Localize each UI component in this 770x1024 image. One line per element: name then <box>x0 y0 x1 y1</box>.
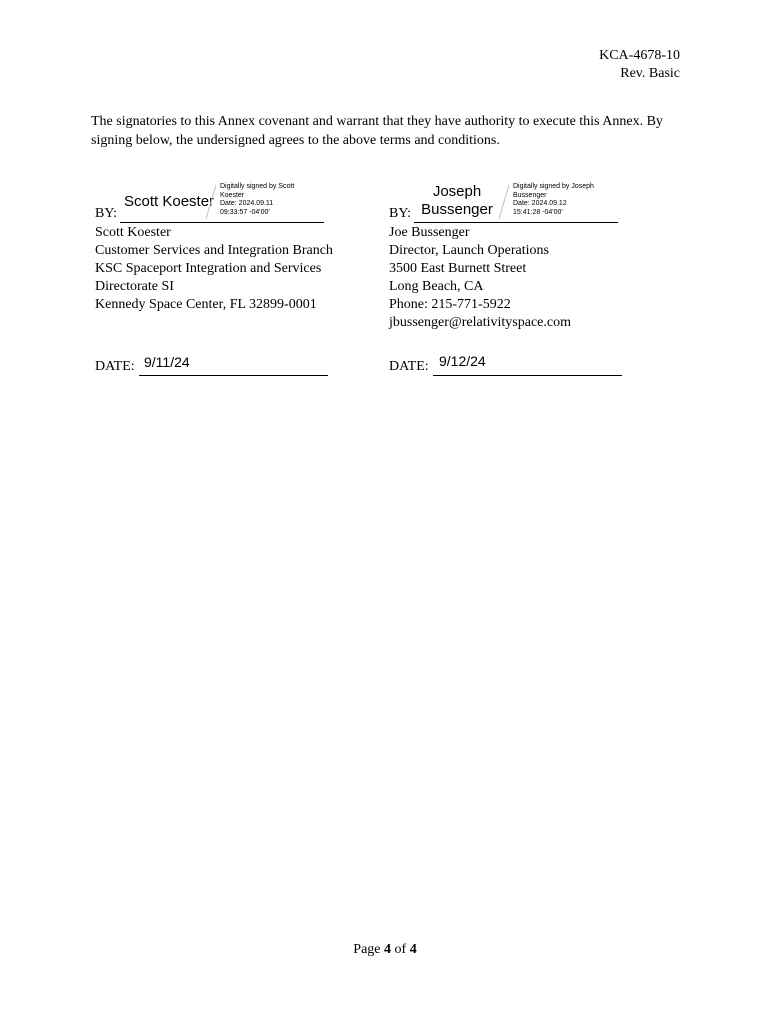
signature-line-left <box>120 222 324 223</box>
date-value-left: 9/11/24 <box>144 354 190 370</box>
signer-info-left <box>95 224 333 314</box>
signer-name-left: Scott Koester <box>95 225 171 240</box>
digital-signature-stamp-right: Digitally signed by Joseph Bussenger Date: 2024.09.12 15:41:28 -04'00' <box>513 183 594 216</box>
date-label-right: DATE: <box>389 359 429 374</box>
date-label-left: DATE: <box>95 359 135 374</box>
signer-branch-left: Customer Services and Integration Branch <box>95 243 333 258</box>
signer-city-right: Long Beach, CA <box>389 279 484 294</box>
signer-title-right: Director, Launch Operations <box>389 243 549 258</box>
signer-address-left: Kennedy Space Center, FL 32899-0001 <box>95 297 317 312</box>
signature-name-left: Scott Koester <box>124 193 215 210</box>
document-header <box>599 47 680 83</box>
signature-name-right: Joseph Bussenger <box>421 183 493 218</box>
page-current: 4 <box>384 942 392 957</box>
intro-paragraph: The signatories to this Annex covenant and warrant that they have authority to execute this Annex. By signing below, the undersigned agrees to the above terms and conditions. <box>91 114 663 148</box>
page-footer <box>0 942 770 958</box>
signature-slash-left <box>203 183 219 221</box>
page-total: 4 <box>409 942 417 957</box>
by-label-left: BY: <box>95 206 118 221</box>
signer-street-right: 3500 East Burnett Street <box>389 261 527 276</box>
signer-org-left: KSC Spaceport Integration and Services <box>95 261 322 276</box>
signer-email-right: jbussenger@relativityspace.com <box>389 315 571 330</box>
signer-directorate-left: Directorate SI <box>95 279 174 294</box>
signer-info-right <box>389 224 571 332</box>
document-revision: Rev. Basic <box>620 66 680 81</box>
page-of: of <box>391 942 410 957</box>
signer-name-right: Joe Bussenger <box>389 225 470 240</box>
date-line-left <box>139 375 328 376</box>
date-value-right: 9/12/24 <box>439 353 486 369</box>
document-number: KCA-4678-10 <box>599 48 680 63</box>
signer-phone-right: Phone: 215-771-5922 <box>389 297 511 312</box>
signature-slash-right <box>496 183 512 221</box>
by-label-right: BY: <box>389 206 412 221</box>
page-prefix: Page <box>353 942 385 957</box>
date-line-right <box>433 375 622 376</box>
digital-signature-stamp-left: Digitally signed by Scott Koester Date: 2024.09.11 09:33:57 -04'00' <box>220 183 295 216</box>
signature-line-right <box>414 222 618 223</box>
